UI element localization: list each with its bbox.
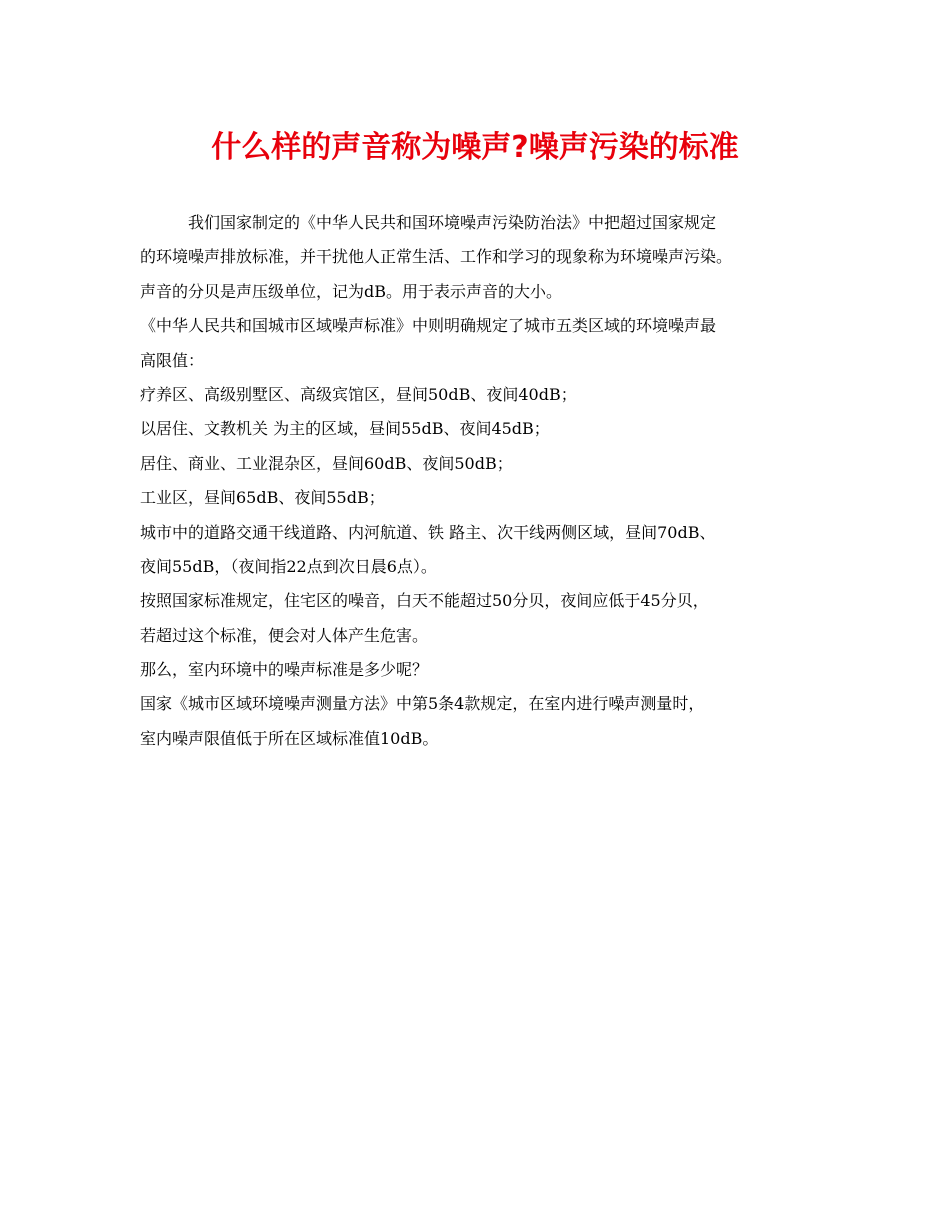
paragraph-line-8: 居住、商业、工业混杂区，昼间60dB、夜间50dB；	[140, 453, 513, 473]
paragraph-line-2: 的环境噪声排放标准，并干扰他人正常生活、工作和学习的现象称为环境噪声污染。	[140, 247, 733, 267]
paragraph-line-4: 《中华人民共和国城市区域噪声标准》中则明确规定了城市五类区域的环境噪声最	[140, 316, 717, 336]
paragraph-line-13: 若超过这个标准，便会对人体产生危害。	[140, 625, 429, 645]
paragraph-line-1: 我们国家制定的《中华人民共和国环境噪声污染防治法》中把超过国家规定	[188, 213, 717, 232]
paragraph-line-5: 高限值：	[140, 350, 205, 370]
page-title: 什么样的声音称为噪声?噪声污染的标准	[211, 130, 739, 165]
paragraph-line-15: 国家《城市区域环境噪声测量方法》中第5条4款规定，在室内进行噪声测量时，	[140, 694, 705, 714]
paragraph-line-3: 声音的分贝是声压级单位，记为dB。用于表示声音的大小。	[140, 281, 563, 301]
paragraph-line-12: 按照国家标准规定，住宅区的噪音，白天不能超过50分贝，夜间应低于45分贝，	[140, 591, 709, 611]
document-body	[140, 206, 830, 756]
paragraph-line-6: 疗养区、高级别墅区、高级宾馆区，昼间50dB、夜间40dB；	[140, 384, 577, 404]
paragraph-line-9: 工业区，昼间65dB、夜间55dB；	[140, 488, 385, 508]
paragraph-line-10: 城市中的道路交通干线道路、内河航道、铁 路主、次干线两侧区域，昼间70dB、	[140, 522, 716, 542]
paragraph-line-7: 以居住、文教机关 为主的区域，昼间55dB、夜间45dB；	[140, 419, 550, 439]
paragraph-line-11: 夜间55dB，（夜间指22点到次日晨6点）。	[140, 556, 437, 576]
paragraph-line-16: 室内噪声限值低于所在区域标准值10dB。	[140, 728, 439, 748]
paragraph-line-14: 那么，室内环境中的噪声标准是多少呢？	[140, 660, 429, 680]
